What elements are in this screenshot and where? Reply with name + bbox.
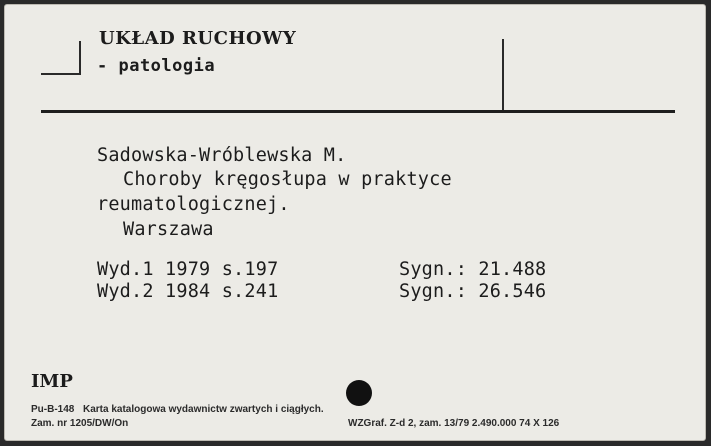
- corner-bracket-vertical: [79, 41, 81, 75]
- header-horizontal-rule: [41, 110, 675, 113]
- header-vertical-rule: [502, 39, 504, 113]
- signature-2: Sygn.: 26.546: [399, 281, 547, 302]
- footer-printer: WZGraf. Z-d 2, zam. 13/79 2.490.000 74 X 126: [348, 418, 560, 429]
- signature-1: Sygn.: 21.488: [399, 259, 547, 280]
- catalog-card: [4, 4, 706, 441]
- footer-code: Pu-B-148: [31, 404, 75, 415]
- imp-stamp: IMP: [31, 371, 73, 392]
- place-line: Warszawa: [123, 219, 214, 240]
- punch-hole: [346, 380, 372, 406]
- title-line-1: Choroby kręgosłupa w praktyce: [123, 169, 452, 190]
- footer-card-type: Karta katalogowa wydawnictw zwartych i ciągłych.: [83, 404, 324, 415]
- title-line-2: reumatologicznej.: [97, 194, 290, 215]
- edition-2: Wyd.2 1984 s.241: [97, 281, 279, 302]
- footer-order: Zam. nr 1205/DW/On: [31, 418, 129, 429]
- subject-subheading: - patologia: [97, 56, 216, 76]
- edition-1: Wyd.1 1979 s.197: [97, 259, 279, 280]
- corner-bracket-horizontal: [41, 73, 81, 75]
- author-line: Sadowska-Wróblewska M.: [97, 145, 347, 166]
- subject-heading: UKŁAD RUCHOWY: [99, 28, 297, 49]
